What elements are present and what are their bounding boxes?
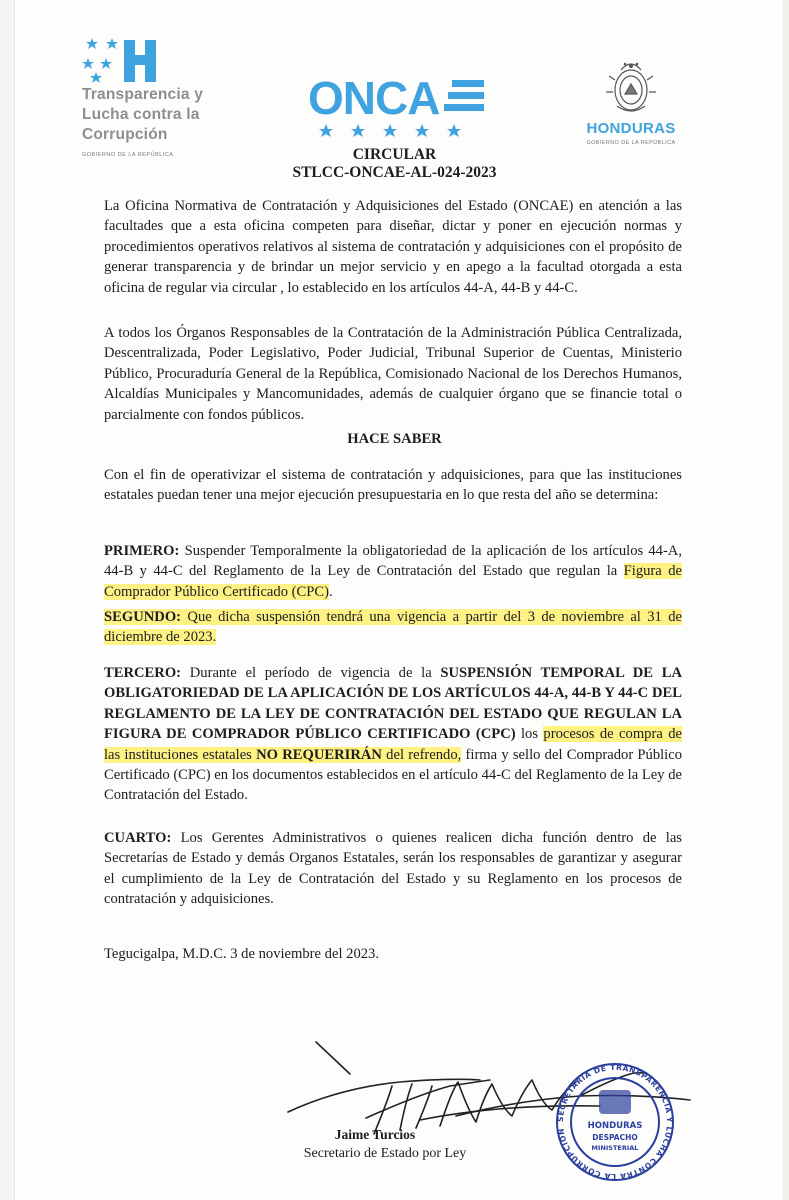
cuarto-label: CUARTO: — [104, 830, 172, 846]
honduras-logo — [575, 54, 687, 154]
oncae-logo — [304, 72, 490, 144]
intro-paragraph: La Oficina Normativa de Contratación y Adquisiciones del Estado (ONCAE) en atención a las facultades que a esta oficina competen para diseñar, dictar y poner en ejecución normas y procedimientos operativos relativos al sistema de contratación y adquisiciones con el propósito de generar transparencia y de brindar un mejor servicio y en apego a la facultad otorgada a esta oficina de regular via circular , lo establecido en los artículos 44-A, 44-B y 44-C. — [104, 198, 682, 296]
seal-center-honduras: HONDURAS — [587, 1121, 643, 1131]
segundo-paragraph — [104, 607, 682, 648]
cuarto-paragraph — [104, 828, 682, 910]
tercero-highlight-bold: NO REQUERIRÁN — [256, 746, 382, 763]
segundo-label: SEGUNDO: — [104, 609, 182, 625]
coat-of-arms-icon — [575, 54, 687, 120]
circular-title: CIRCULAR — [352, 146, 437, 163]
honduras-subtitle: GOBIERNO DE LA REPÚBLICA — [586, 140, 676, 146]
official-seal — [543, 1062, 688, 1182]
svg-text:ONCA: ONCA — [308, 72, 440, 124]
signer-name: Jaime Turcios — [334, 1127, 416, 1142]
tlcc-line-2: Lucha contra la — [82, 106, 200, 123]
tercero-highlight-2: del refrendo, — [381, 746, 462, 763]
honduras-word: HONDURAS — [586, 120, 676, 137]
seal-center-ministerial: MINISTERIAL — [591, 1144, 639, 1152]
date-line: Tegucigalpa, M.D.C. 3 de noviembre del 2023. — [104, 946, 379, 962]
cuarto-text: Los Gerentes Administrativos o quienes realicen dicha función dentro de las Secretarías de Estado y demás Organos Estatales, serán los responsables de garantizar y asegurar el cumplimiento de la Ley de Contratación del Estado y su Reglamento en los procesos de contratación y adquisiciones. — [104, 830, 682, 908]
stars-icon — [319, 124, 461, 137]
tercero-highlight-1: procesos de compra de las instituciones estatales — [104, 726, 682, 763]
circular-number: STLCC-ONCAE-AL-024-2023 — [292, 164, 497, 181]
tercero-label: TERCERO: — [104, 665, 182, 681]
tlcc-subtitle: GOBIERNO DE LA REPÚBLICA — [82, 152, 174, 158]
primero-paragraph — [104, 541, 682, 602]
tercero-text-3: firma y sello del Comprador Público Certificado (CPC) en los documentos establecidos en el artículo 44-C del Reglamento de la Ley de Contratación del Estado. — [104, 746, 683, 804]
seal-center-despacho: DESPACHO — [592, 1133, 638, 1142]
star-h-icon — [82, 36, 172, 88]
tlcc-line-1: Transparencia y — [82, 86, 204, 103]
primero-label: PRIMERO: — [104, 543, 180, 559]
purpose-paragraph: Con el fin de operativizar el sistema de contratación y adquisiciones, para que las instituciones estatales puedan tener una mejor ejecución presupuestaria en lo que resta del año se determina: — [104, 467, 682, 504]
hace-saber-heading: HACE SABER — [347, 431, 442, 447]
tlcc-line-3: Corrupción — [82, 126, 168, 143]
tercero-bold: SUSPENSIÓN TEMPORAL DE LA OBLIGATORIEDAD DE LA APLICACIÓN DE LOS ARTÍCULOS 44-A, 44-B Y 44-C DEL REGLAMENTO DE LA LEY DE CONTRATACIÓN DEL ESTADO QUE REGULAN LA FIGURA DE COMPRADOR PÚBLICO CERTIFICADO (CPC) — [104, 665, 682, 743]
seal-ring-text: SECRETARÍA DE TRANSPARENCIA Y LUCHA CONTRA LA CORRUPCIÓN — [555, 1062, 675, 1182]
primero-highlight: Figura de Comprador Público Certificado (CPC) — [104, 563, 682, 600]
segundo-text: Que dicha suspensión tendrá una vigencia a partir del 3 de noviembre al 31 de diciembre de 2023. — [104, 609, 682, 646]
tercero-text-2: los — [515, 726, 544, 743]
primero-text: Suspender Temporalmente la obligatoriedad de la aplicación de los artículos 44-A, 44-B y 44-C del Reglamento de la Ley de Contratación del Estado que regulan la — [104, 543, 682, 580]
addressees-paragraph: A todos los Órganos Responsables de la Contratación de la Administración Pública Centralizada, Descentralizada, Poder Legislativo, Poder Judicial, Tribunal Superior de Cuentas, Ministerio Público, Procuraduría General de la República, Comisionado Nacional de los Derechos Humanos, Alcaldías Municipales y Mancomunidades, además de cualquier órgano que se financie total o parcialmente con fondos públicos. — [104, 325, 682, 423]
signer-role: Secretario de Estado por Ley — [303, 1146, 467, 1161]
primero-end: . — [328, 583, 333, 600]
tercero-text-1: Durante el período de vigencia de la — [181, 665, 441, 681]
tercero-paragraph — [104, 663, 682, 806]
